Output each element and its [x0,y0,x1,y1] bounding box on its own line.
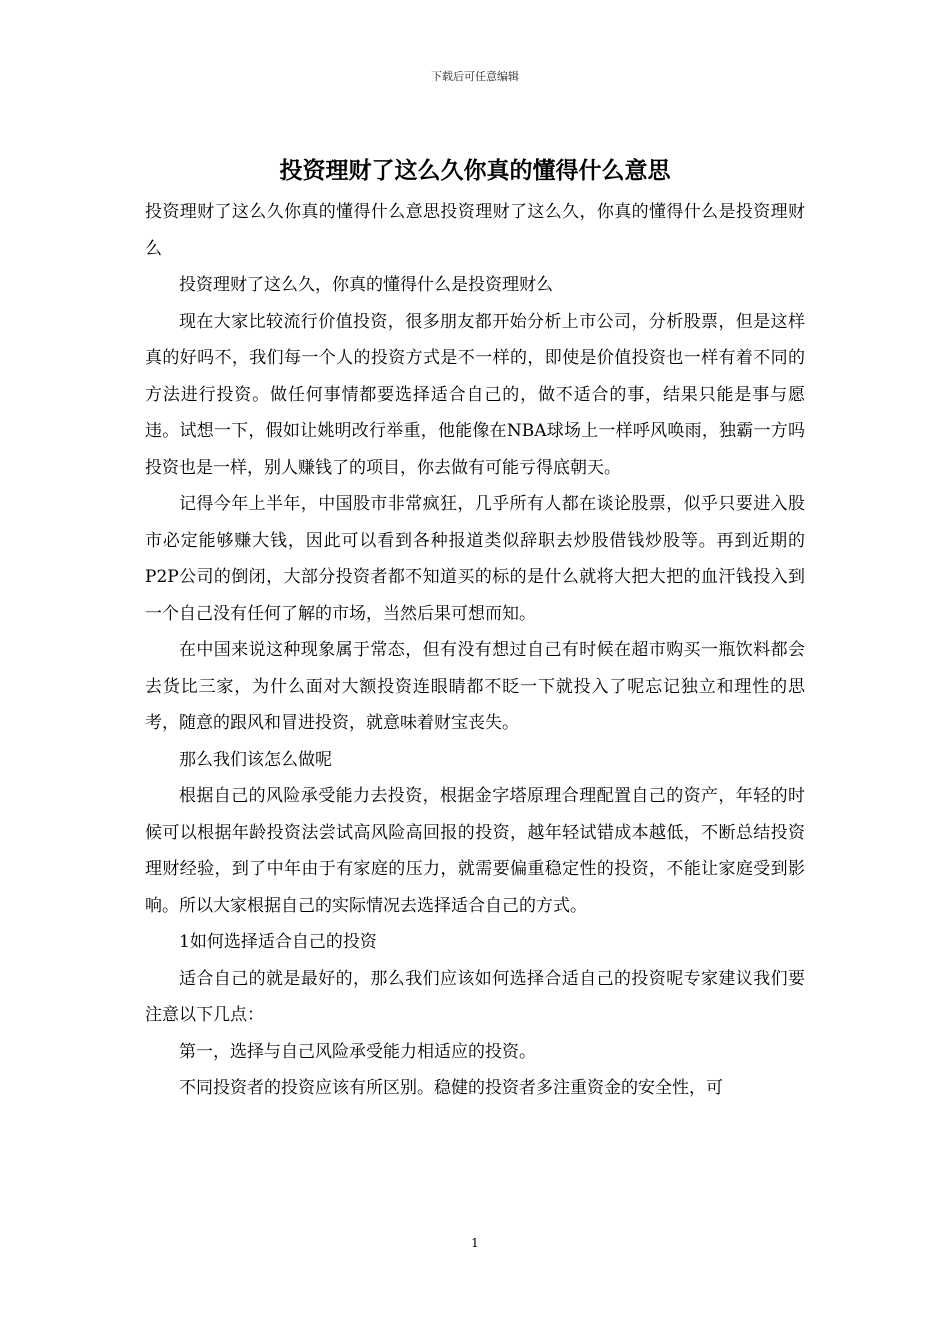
paragraph: 记得今年上半年，中国股市非常疯狂，几乎所有人都在谈论股票，似乎只要进入股市必定能够赚大钱，因此可以看到各种报道类似辞职去炒股借钱炒股等。再到近期的P2P公司的倒闭，大部分投资者都不知道买的标的是什么就将大把大把的血汗钱投入到一个自己没有任何了解的市场，当然后果可想而知。 [145,494,805,624]
header-note: 下载后可任意编辑 [431,70,519,83]
section-heading: 1如何选择适合自己的投资 [179,932,377,952]
paragraph: 根据自己的风险承受能力去投资，根据金字塔原理合理配置自己的资产，年轻的时候可以根据年龄投资法尝试高风险高回报的投资，越年轻试错成本越低，不断总结投资理财经验，到了中年由于有家庭的压力，就需要偏重稳定性的投资，不能让家庭受到影响。所以大家根据自己的实际情况去选择适合自己的方式。 [145,786,805,916]
page-number: 1 [471,1236,479,1250]
paragraph: 不同投资者的投资应该有所区别。稳健的投资者多注重资金的安全性，可 [179,1078,723,1098]
paragraph: 第一，选择与自己风险承受能力相适应的投资。 [179,1041,536,1062]
paragraph: 那么我们该怎么做呢 [179,749,332,770]
paragraph: 投资理财了这么久，你真的懂得什么是投资理财么 [179,275,553,295]
paragraph: 在中国来说这种现象属于常态，但有没有想过自己有时候在超市购买一瓶饮料都会去货比三家，为什么面对大额投资连眼睛都不眨一下就投入了呢忘记独立和理性的思考，随意的跟风和冒进投资，就意味着财宝丧失。 [145,640,805,733]
document-body [145,194,805,1107]
document-title: 投资理财了这么久你真的懂得什么意思 [279,157,671,184]
paragraph-intro: 投资理财了这么久你真的懂得什么意思投资理财了这么久，你真的懂得什么是投资理财么 [145,202,805,259]
paragraph: 现在大家比较流行价值投资，很多朋友都开始分析上市公司，分析股票，但是这样真的好吗不，我们每一个人的投资方式是不一样的，即使是价值投资也一样有着不同的方法进行投资。做任何事情都要选择适合自己的，做不适合的事，结果只能是事与愿违。试想一下，假如让姚明改行举重，他能像在NBA球场上一样呼风唤雨，独霸一方吗投资也是一样，别人赚钱了的项目，你去做有可能亏得底朝天。 [145,311,805,478]
paragraph: 适合自己的就是最好的，那么我们应该如何选择合适自己的投资呢专家建议我们要注意以下几点： [145,968,805,1025]
